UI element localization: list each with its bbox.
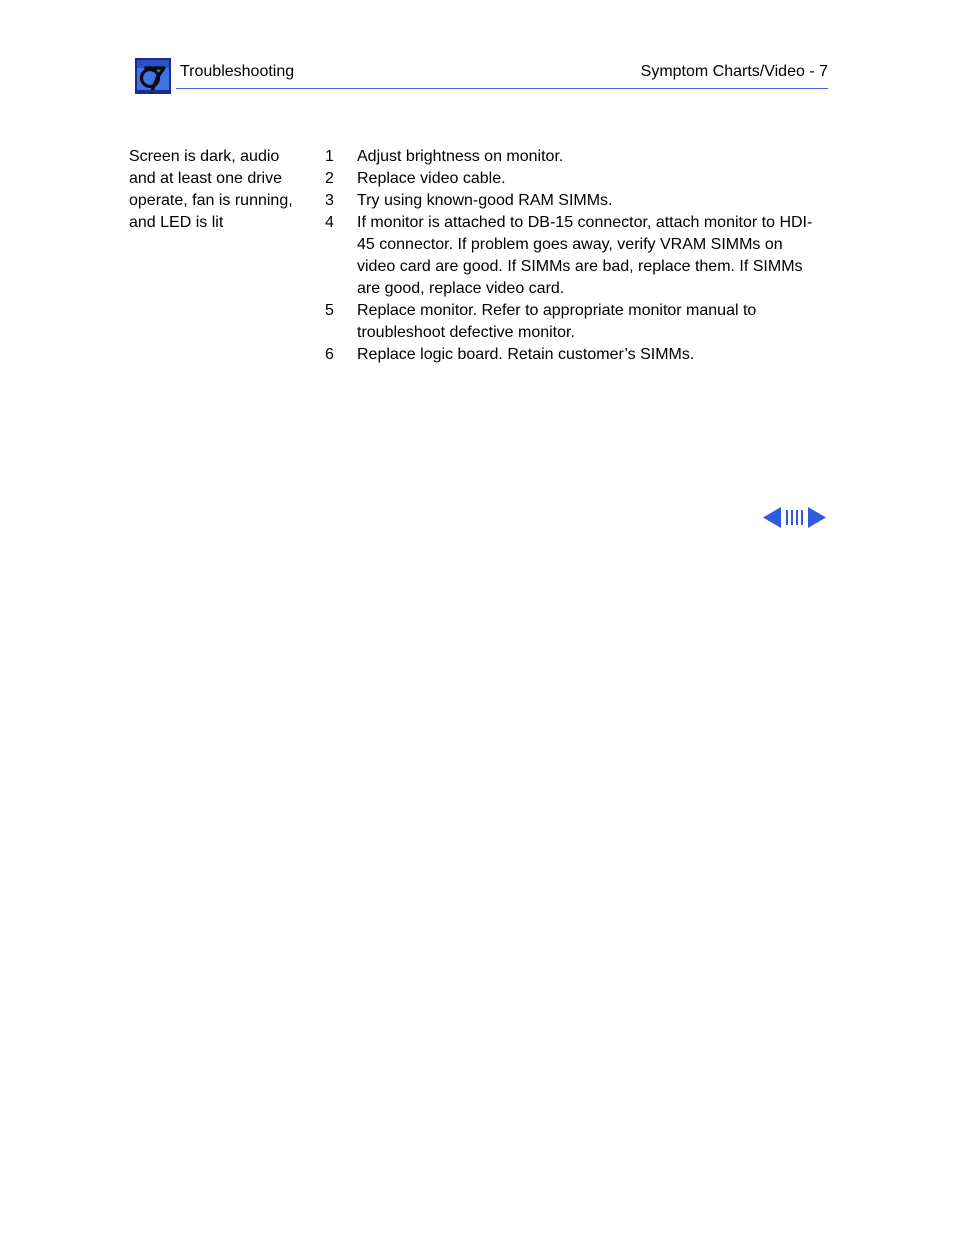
- step-number: 3: [325, 192, 334, 209]
- step-text: Try using known-good RAM SIMMs.: [357, 192, 613, 209]
- solution-step: [322, 212, 822, 300]
- step-text: Replace logic board. Retain customer’s SIMMs.: [357, 346, 695, 363]
- solution-step: [322, 300, 822, 344]
- step-text: Adjust brightness on monitor.: [357, 148, 564, 165]
- symptom-description: Screen is dark, audio and at least one drive operate, fan is running, and LED is lit: [129, 148, 293, 231]
- page-navigation: [763, 506, 826, 529]
- step-text: Replace video cable.: [357, 170, 506, 187]
- step-number: 6: [325, 346, 334, 363]
- arrow-left-icon[interactable]: [763, 507, 781, 528]
- solution-steps: [322, 146, 822, 366]
- solution-step: [322, 168, 822, 190]
- header-section-title: Troubleshooting: [180, 63, 295, 80]
- step-number: 2: [325, 170, 334, 187]
- step-number: 4: [325, 214, 334, 231]
- header-page-label: Symptom Charts/Video - 7: [640, 63, 828, 80]
- solution-step: [322, 190, 822, 212]
- step-text: Replace monitor. Refer to appropriate monitor manual to troubleshoot defective monitor.: [357, 302, 757, 341]
- step-text: If monitor is attached to DB-15 connector, attach monitor to HDI-45 connector. If problem goes away, verify VRAM SIMMs on video card are good. If SIMMs are bad, replace them. If SIMMs are good, replace video card.: [357, 214, 813, 297]
- header-divider: [176, 88, 828, 89]
- step-number: 1: [325, 148, 334, 165]
- solution-step: [322, 344, 822, 366]
- solution-step: [322, 146, 822, 168]
- step-number: 5: [325, 302, 334, 319]
- troubleshooting-icon: [134, 57, 172, 95]
- page-index-icon[interactable]: [786, 510, 803, 525]
- arrow-right-icon[interactable]: [808, 507, 826, 528]
